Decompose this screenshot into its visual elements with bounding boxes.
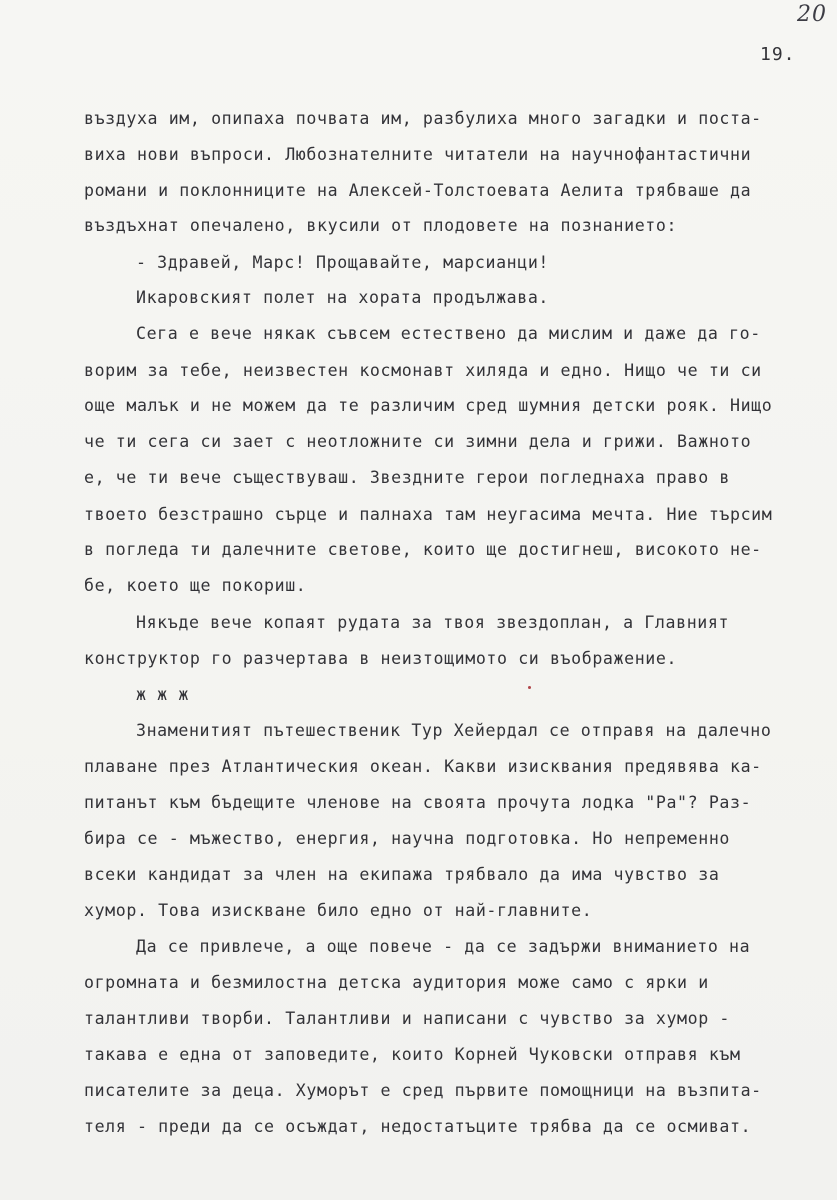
text-line: още малък и не можем да те различим сред шумния детски рояк. Нищо	[84, 396, 773, 415]
text-line: огромната и безмилостна детска аудитория може само с ярки и	[84, 973, 709, 992]
text-line: питанът към бъдещите членове на своята прочута лодка "Ра"? Раз-	[84, 793, 752, 812]
text-line: бе, което ще покориш.	[84, 576, 307, 595]
text-line: в погледа ти далечните светове, които ще достигнеш, високото не-	[84, 540, 762, 559]
text-line: е, че ти вече съществуваш. Звездните герои погледнаха право в	[84, 468, 731, 487]
text-line: виха нови въпроси. Любознателните читатели на научнофантастични	[84, 145, 752, 164]
text-line: въздуха им, опипаха почвата им, разбулиха много загадки и поста-	[84, 109, 762, 128]
text-line: твоето безстрашно сърце и палнаха там неугасима мечта. Ние търсим	[84, 505, 773, 524]
text-line: че ти сега си зает с неотложните си зимни дела и грижи. Важното	[84, 432, 752, 451]
text-line: бира се - мъжество, енергия, научна подготовка. Но непременно	[84, 829, 731, 848]
text-line: романи и поклонниците на Алексей-Толстоевата Аелита трябваше да	[84, 181, 752, 200]
text-line: Сега е вече някак съвсем естествено да мислим и даже да го-	[136, 324, 761, 343]
page-number: 19.	[760, 44, 796, 65]
text-line: - Здравей, Марс! Прощавайте, марсианци!	[136, 253, 550, 272]
text-line: талантливи творби. Талантливи и написани с чувство за хумор -	[84, 1009, 731, 1028]
text-line: хумор. Това изискване било едно от най-главните.	[84, 901, 593, 920]
text-line: конструктор го разчертава в неизтощимото си въображение.	[84, 649, 678, 668]
text-line: Някъде вече копаят рудата за твоя звездоплан, а Главният	[136, 613, 730, 632]
text-line: Знаменитият пътешественик Тур Хейердал се отправя на далечно	[136, 721, 772, 740]
section-separator: ж ж ж	[136, 685, 189, 704]
text-line: въздъхнат опечалено, вкусили от плодовете на познанието:	[84, 216, 678, 235]
text-line: писателите за деца. Хуморът е сред първите помощници на възпита-	[84, 1081, 762, 1100]
text-line: такава е една от заповедите, които Корней Чуковски отправя към	[84, 1045, 741, 1064]
text-line: Икаровският полет на хората продължава.	[136, 288, 550, 307]
text-line: ворим за тебе, неизвестен космонавт хиляда и едно. Нищо че ти си	[84, 361, 762, 380]
text-line: плаване през Атлантическия океан. Какви изисквания предявява ка-	[84, 757, 762, 776]
text-line: теля - преди да се осъждат, недостатъците трябва да се осмиват.	[84, 1117, 752, 1136]
text-line: всеки кандидат за член на екипажа трябвало да има чувство за	[84, 865, 720, 884]
handwritten-archive-mark: 20	[797, 2, 827, 27]
ink-dot	[528, 686, 531, 689]
text-line: Да се привлече, а още повече - да се задържи вниманието на	[136, 937, 751, 956]
